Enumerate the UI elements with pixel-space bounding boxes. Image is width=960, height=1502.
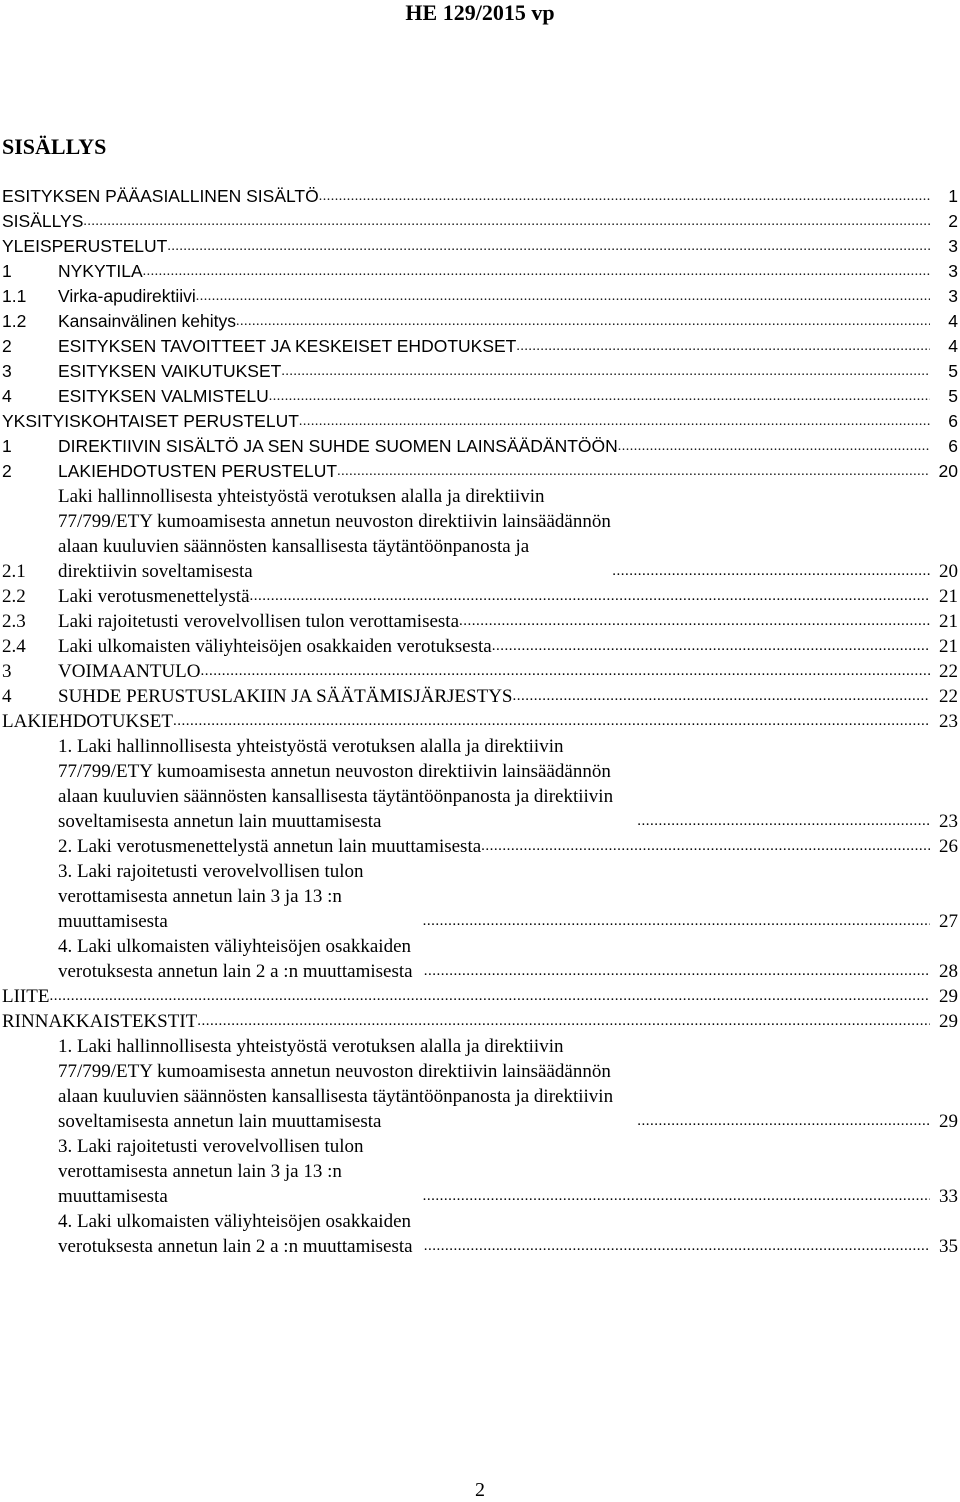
toc-entry-page: 5 <box>948 361 958 381</box>
toc-entry-text: 3. Laki rajoitetusti verovelvollisen tulon verottamisesta annetun lain 3 ja 13 :n muuttamisesta <box>58 861 364 932</box>
toc-entry-text: ESITYKSEN PÄÄASIALLINEN SISÄLTÖ <box>2 186 319 206</box>
toc-entry-number: 1.2 <box>2 311 27 331</box>
dot-leader <box>512 684 930 709</box>
toc-entry-number: 4 <box>2 386 12 406</box>
toc-entry-page: 20 <box>939 561 958 582</box>
toc-entry-text: SUHDE PERUSTUSLAKIIN JA SÄÄTÄMISJÄRJESTYS <box>58 686 513 707</box>
toc-entry-page: 1 <box>948 186 958 206</box>
toc-entry-page: 29 <box>939 1011 958 1032</box>
toc-entry[interactable] <box>0 934 958 984</box>
toc-entry-number: 2.3 <box>2 611 26 632</box>
toc-entry[interactable] <box>0 684 958 709</box>
toc-entry-page: 6 <box>948 436 958 456</box>
toc-entry-number: 1 <box>2 436 12 456</box>
toc-entry-page: 4 <box>948 336 958 356</box>
toc-entry-text: ESITYKSEN VAIKUTUKSET <box>58 361 282 381</box>
toc-entry-number: 1.1 <box>2 286 27 306</box>
toc-entry-page: 33 <box>939 1186 958 1207</box>
dot-leader <box>637 1109 930 1134</box>
toc-entry[interactable] <box>0 409 958 434</box>
toc-entry-text: SISÄLLYS <box>2 211 84 231</box>
toc-entry-text: LAKIEHDOTUKSET <box>2 711 173 732</box>
toc-entry-text: DIREKTIIVIN SISÄLTÖ JA SEN SUHDE SUOMEN LAINSÄÄDÄNTÖÖN <box>58 436 618 456</box>
toc-entry[interactable] <box>0 634 958 659</box>
dot-leader <box>236 309 930 334</box>
dot-leader <box>250 584 930 609</box>
toc-entry-page: 3 <box>948 261 958 281</box>
toc-entry-page: 2 <box>948 211 958 231</box>
toc-entry-text: 2. Laki verotusmenettelystä annetun lain muuttamisesta <box>58 836 482 857</box>
toc-entry-number: 3 <box>2 661 12 682</box>
dot-leader <box>281 359 930 384</box>
toc-entry-page: 23 <box>939 811 958 832</box>
toc-entry[interactable] <box>0 834 958 859</box>
dot-leader <box>299 409 930 434</box>
toc-entry[interactable] <box>0 259 958 284</box>
toc-entry-number: 1 <box>2 261 12 281</box>
toc-entry[interactable] <box>0 584 958 609</box>
toc-entry[interactable] <box>0 334 958 359</box>
toc-entry-text: ESITYKSEN TAVOITTEET JA KESKEISET EHDOTUKSET <box>58 336 517 356</box>
toc-entry-text: LIITE <box>2 986 50 1007</box>
toc-entry-text: 1. Laki hallinnollisesta yhteistyöstä verotuksen alalla ja direktiivin 77/799/ETY kumoamisesta annetun neuvoston direktiivin lainsäädännön alaan kuuluvien säännösten kansallisesta täytäntöönpanosta ja direktiivin soveltamisesta annetun lain muuttamisesta <box>58 736 614 832</box>
dot-leader <box>49 984 930 1009</box>
toc-entry-page: 5 <box>948 386 958 406</box>
page-title: SISÄLLYS <box>2 134 107 159</box>
toc-entry-number: 2 <box>2 461 12 481</box>
toc-entry-text: 4. Laki ulkomaisten väliyhteisöjen osakkaiden verotuksesta annetun lain 2 a :n muuttamisesta <box>58 1211 413 1257</box>
toc-entry-number: 2.1 <box>2 561 26 582</box>
toc-entry[interactable] <box>0 484 958 584</box>
toc-entry[interactable] <box>0 734 958 834</box>
toc-entry-text: VOIMAANTULO <box>58 661 201 682</box>
toc-entry-number: 3 <box>2 361 12 381</box>
toc-entry-page: 21 <box>939 586 958 607</box>
toc-entry-number: 2 <box>2 336 12 356</box>
dot-leader <box>637 809 930 834</box>
toc-entry[interactable] <box>0 384 958 409</box>
toc-entry[interactable] <box>0 1134 958 1209</box>
toc-entry[interactable] <box>0 359 958 384</box>
toc-entry-text: Laki hallinnollisesta yhteistyöstä verotuksen alalla ja direktiivin 77/799/ETY kumoamisesta annetun neuvoston direktiivin lainsäädännön alaan kuuluvien säännösten kansallisesta täytäntöönpanosta ja direktiivin soveltamisesta <box>58 486 611 582</box>
toc-entry-page: 22 <box>939 686 958 707</box>
dot-leader <box>618 434 930 459</box>
toc-entry-page: 20 <box>938 461 958 481</box>
toc-entry-text: YLEISPERUSTELUT <box>2 236 168 256</box>
toc-entry[interactable] <box>0 659 958 684</box>
toc-entry-page: 26 <box>939 836 958 857</box>
toc-entry-text: 1. Laki hallinnollisesta yhteistyöstä verotuksen alalla ja direktiivin 77/799/ETY kumoamisesta annetun neuvoston direktiivin lainsäädännön alaan kuuluvien säännösten kansallisesta täytäntöönpanosta ja direktiivin soveltamisesta annetun lain muuttamisesta <box>58 1036 614 1132</box>
toc-entry-text: RINNAKKAISTEKSTIT <box>2 1011 198 1032</box>
table-of-contents <box>0 184 958 1259</box>
dot-leader <box>492 634 930 659</box>
toc-entry-page: 21 <box>939 636 958 657</box>
toc-entry[interactable] <box>0 709 958 734</box>
dot-leader <box>200 659 930 684</box>
toc-entry-page: 22 <box>939 661 958 682</box>
document-header: HE 129/2015 vp <box>405 0 555 25</box>
toc-entry-page: 6 <box>948 411 958 431</box>
dot-leader <box>459 609 930 634</box>
dot-leader <box>337 459 930 484</box>
toc-entry-text: NYKYTILA <box>58 261 143 281</box>
toc-entry-page: 27 <box>939 911 958 932</box>
toc-entry-text: YKSITYISKOHTAISET PERUSTELUT <box>2 411 299 431</box>
toc-entry-text: ESITYKSEN VALMISTELU <box>58 386 269 406</box>
dot-leader <box>173 709 930 734</box>
toc-entry[interactable] <box>0 434 958 459</box>
toc-entry-number: 2.4 <box>2 636 26 657</box>
toc-entry-page: 3 <box>948 236 958 256</box>
toc-entry[interactable] <box>0 1209 958 1259</box>
dot-leader <box>269 384 930 409</box>
toc-entry[interactable] <box>0 984 958 1009</box>
dot-leader <box>423 1184 930 1209</box>
toc-entry-page: 23 <box>939 711 958 732</box>
dot-leader <box>481 834 930 859</box>
toc-entry[interactable] <box>0 184 958 209</box>
dot-leader <box>143 259 930 284</box>
dot-leader <box>612 559 930 584</box>
dot-leader <box>83 209 930 234</box>
toc-entry-text: Laki ulkomaisten väliyhteisöjen osakkaiden verotuksesta <box>58 636 492 657</box>
toc-entry-text: Virka-apudirektiivi <box>58 286 196 306</box>
toc-entry-text: Laki verotusmenettelystä <box>58 586 250 607</box>
toc-entry-text: Kansainvälinen kehitys <box>58 311 237 331</box>
toc-entry[interactable] <box>0 1009 958 1034</box>
dot-leader <box>516 334 930 359</box>
toc-entry[interactable] <box>0 234 958 259</box>
toc-entry[interactable] <box>0 459 958 484</box>
toc-entry-text: Laki rajoitetusti verovelvollisen tulon verottamisesta <box>58 611 460 632</box>
toc-entry-page: 4 <box>948 311 958 331</box>
toc-entry[interactable] <box>0 859 958 934</box>
toc-entry-page: 35 <box>939 1236 958 1257</box>
toc-entry-page: 28 <box>939 961 958 982</box>
page-number: 2 <box>475 1479 485 1501</box>
dot-leader <box>424 1234 930 1259</box>
toc-entry-text: 4. Laki ulkomaisten väliyhteisöjen osakkaiden verotuksesta annetun lain 2 a :n muuttamisesta <box>58 936 413 982</box>
toc-entry[interactable] <box>0 284 958 309</box>
toc-entry-text: 3. Laki rajoitetusti verovelvollisen tulon verottamisesta annetun lain 3 ja 13 :n muuttamisesta <box>58 1136 364 1207</box>
dot-leader <box>197 1009 930 1034</box>
toc-entry-page: 21 <box>939 611 958 632</box>
toc-entry[interactable] <box>0 209 958 234</box>
toc-entry[interactable] <box>0 309 958 334</box>
toc-entry[interactable] <box>0 1034 958 1134</box>
dot-leader <box>196 284 930 309</box>
dot-leader <box>423 909 930 934</box>
toc-entry-page: 29 <box>939 1111 958 1132</box>
toc-entry-number: 2.2 <box>2 586 26 607</box>
toc-entry[interactable] <box>0 609 958 634</box>
dot-leader <box>167 234 930 259</box>
toc-entry-page: 3 <box>948 286 958 306</box>
dot-leader <box>319 184 930 209</box>
toc-entry-page: 29 <box>939 986 958 1007</box>
dot-leader <box>424 959 930 984</box>
toc-entry-number: 4 <box>2 686 12 707</box>
toc-entry-text: LAKIEHDOTUSTEN PERUSTELUT <box>58 461 338 481</box>
